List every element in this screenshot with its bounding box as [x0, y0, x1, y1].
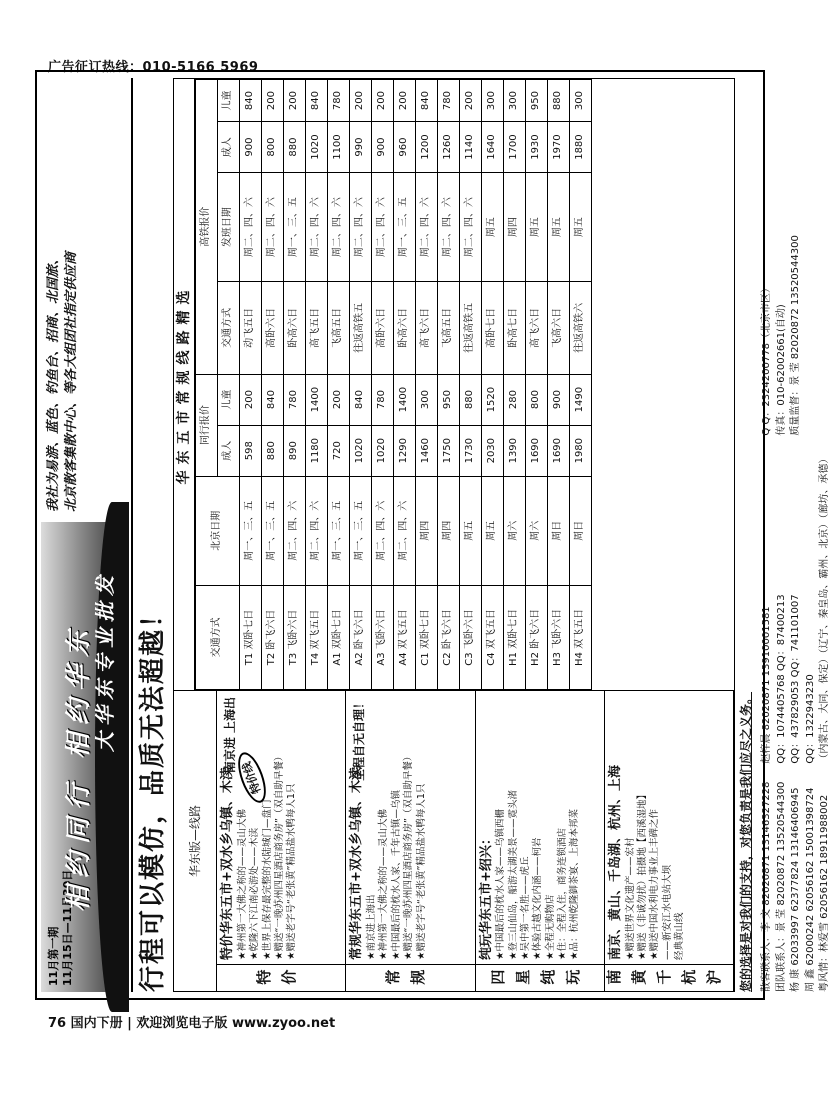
route-highlight: 全程自无自理！ [352, 697, 367, 782]
route-feature: ★登三山仙岛，船游太湖美景——霓头渚 [507, 789, 519, 960]
price-cell: 800 [526, 374, 548, 425]
price-cell: T2 卧飞六日 [262, 585, 284, 689]
price-cell: 200 [394, 80, 416, 122]
col-hs-child: 儿童 [218, 80, 240, 122]
price-cell: 高卧七日 [482, 282, 504, 374]
issue-number: 11月第一期 [47, 926, 60, 986]
price-row [460, 80, 482, 690]
route-feature: ★乾隆六下江南必游处——木渎 [249, 827, 261, 960]
price-cell: T3 飞卧六日 [284, 585, 306, 689]
price-cell: 200 [262, 80, 284, 122]
route-feature: ★神州第一大佛之称的——灵山大佛 [378, 808, 390, 960]
price-cell: T4 双飞五日 [306, 585, 328, 689]
price-cell: 周一、三、五 [350, 476, 372, 585]
price-cell: 1020 [372, 425, 394, 476]
slogan: 行程可以模仿，品质无法超越！ [137, 599, 168, 992]
route-block [346, 691, 475, 991]
price-cell: 周一、三、五 [284, 173, 306, 282]
price-cell: 1180 [306, 425, 328, 476]
price-cell: 往返高铁五 [460, 282, 482, 374]
price-cell: 1640 [482, 122, 504, 173]
promo-text [45, 82, 80, 512]
price-cell: 周四 [416, 476, 438, 585]
calligraphy-subtitle: 大华东专业批发 [93, 570, 117, 752]
price-cell: 300 [504, 80, 526, 122]
route-feature: ★赠送老字号“老张黄”精品盐水鸭每人1只 [286, 783, 298, 960]
price-cell: 1390 [504, 425, 526, 476]
page-footer: 76 国内下册 | 欢迎浏览电子版 www.zyoo.net [48, 1016, 336, 1031]
price-cell: 300 [570, 80, 592, 122]
price-cell: 1520 [482, 374, 504, 425]
route-feature: ★中国最后的枕水人家——乌镇西栅 [495, 808, 507, 960]
price-cell: 880 [460, 374, 482, 425]
price-cell: 200 [328, 374, 350, 425]
price-row [504, 80, 526, 690]
price-cell: 300 [482, 80, 504, 122]
price-cell: 周二、四、六 [372, 476, 394, 585]
price-cell: H1 双卧七日 [504, 585, 526, 689]
col-adult: 成人 [218, 425, 240, 476]
price-row [350, 80, 372, 690]
route-body [605, 691, 733, 964]
route-feature: ★全程无购物店 [544, 894, 556, 960]
scenic-banner [41, 522, 129, 992]
route-feature: ★赠送世界文化遗产——宏村 [624, 837, 636, 960]
price-cell: 周二、四、六 [460, 173, 482, 282]
price-cell: 880 [284, 122, 306, 173]
price-cell: 780 [372, 374, 394, 425]
price-cell: A3 飞卧六日 [372, 585, 394, 689]
special-price-stamp: 特价线 [233, 749, 272, 806]
col-hs-transport: 交通方式 [218, 282, 240, 374]
contact-line: 杨 康 62033997 62377824 13146406945 [790, 787, 801, 992]
price-row [328, 80, 350, 690]
price-cell: 动飞五日 [240, 282, 262, 374]
contacts-col-2 [760, 454, 833, 764]
contacts-col-1 [760, 782, 833, 992]
price-cell: 周二、四、六 [350, 173, 372, 282]
price-cell: 1260 [438, 122, 460, 173]
price-cell: 高卧六日 [262, 282, 284, 374]
issue-dates: 11月15日—11月30日 [61, 869, 75, 986]
price-cell: 周五 [482, 476, 504, 585]
route-title: 特价华东五市+双水乡乌镇、木渎 [220, 767, 235, 960]
contact-line: 粤风情：林爱雪 62056162 18911988002 [819, 794, 830, 992]
price-cell: 周日 [548, 476, 570, 585]
price-cell: 900 [548, 374, 570, 425]
price-cell: 200 [460, 80, 482, 122]
price-cell: 2030 [482, 425, 504, 476]
price-cell: 1100 [328, 122, 350, 173]
price-cell: 950 [438, 374, 460, 425]
price-cell: 周二、四、六 [240, 173, 262, 282]
price-row [526, 80, 548, 690]
price-cell: 780 [438, 80, 460, 122]
price-cell: 840 [350, 374, 372, 425]
price-cell: 780 [284, 374, 306, 425]
price-cell: 卧高六日 [284, 282, 306, 374]
contact-line: QQ：437829053 QQ：741101007 [790, 594, 801, 764]
price-cell: 840 [306, 80, 328, 122]
rotated-brochure [35, 70, 830, 1000]
price-cell: 1880 [570, 122, 592, 173]
price-cell: 卧高六日 [394, 282, 416, 374]
contact-line: 散客联系人：李 文 82020871 13146327228 [761, 781, 772, 992]
promo-line-2: 北京散客集散中心、等各大组团社指定供应商 [63, 251, 79, 512]
route-category: 四星纯玩 [476, 964, 604, 991]
route-feature: ★世界上保存最完整的水陆城门—盘门 [261, 799, 273, 960]
route-category: 特价 [217, 964, 345, 991]
price-cell: 周二、四、六 [416, 173, 438, 282]
price-table [195, 79, 592, 690]
route-category: 常规 [346, 964, 474, 991]
price-cell: 1490 [570, 374, 592, 425]
price-cell: 飞高五日 [438, 282, 460, 374]
price-cell: 飞高六日 [548, 282, 570, 374]
price-row [284, 80, 306, 690]
route-block [217, 691, 346, 991]
route-feature: ★体验古越文化内涵——柯岩 [532, 837, 544, 960]
price-cell: 1930 [526, 122, 548, 173]
price-cell: 280 [504, 374, 526, 425]
price-cell: 周二、四、六 [306, 476, 328, 585]
route-feature: ★吴中第一名胜——虎丘 [520, 856, 532, 960]
price-cell: 890 [284, 425, 306, 476]
route-list-header: 华东版—线路 [174, 691, 217, 991]
price-cell: 900 [240, 122, 262, 173]
price-cell: 200 [240, 374, 262, 425]
price-table-title: 华东五市常规线路精选 [174, 79, 195, 690]
route-feature: ★中国最后的枕水人家、千年古镇—乌镇 [390, 789, 402, 960]
price-cell: 1750 [438, 425, 460, 476]
price-row [570, 80, 592, 690]
price-row [482, 80, 504, 690]
col-child: 儿童 [218, 374, 240, 425]
price-cell: H3 飞卧六日 [548, 585, 570, 689]
col-hs-adult: 成人 [218, 122, 240, 173]
price-cell: 1020 [350, 425, 372, 476]
price-cell: 周二、四、六 [394, 476, 416, 585]
price-cell: 高飞六日 [526, 282, 548, 374]
price-cell: 周五 [482, 173, 504, 282]
price-cell: A4 双飞五日 [394, 585, 416, 689]
route-feature: ★住：全程入住，商务连锁酒店 [557, 827, 569, 960]
col-peer-price: 同行报价 [196, 374, 218, 476]
route-feature: ★赠送“一晚苏州四星酒店商务房”（双自助早餐） [273, 751, 285, 960]
route-feature: ★赠送老字号“老张黄”精品盐水鸭每人1只 [415, 783, 427, 960]
price-row [372, 80, 394, 690]
price-cell: A1 双卧七日 [328, 585, 350, 689]
price-cell: 1400 [394, 374, 416, 425]
price-cell: 840 [416, 80, 438, 122]
price-cell: 880 [548, 80, 570, 122]
price-cell: 880 [262, 425, 284, 476]
route-body [217, 691, 345, 964]
contact-line: （内蒙古、大同、保定）（辽宁、秦皇岛、霸州、北京）（廊坊、承德） [819, 453, 830, 764]
price-rows [240, 80, 592, 690]
price-row [240, 80, 262, 690]
price-cell: 990 [350, 122, 372, 173]
route-body [476, 691, 604, 964]
price-row [416, 80, 438, 690]
route-feature: ★南京进上海出 [366, 894, 378, 960]
route-block [476, 691, 605, 991]
contact-line: 赵梓晨 82020871 13910001581 [761, 606, 772, 764]
promo-line-1: 我社为易游、蓝色、钓鱼台、招商、北国旅、 [46, 251, 61, 512]
price-cell: 300 [416, 374, 438, 425]
price-cell: 周二、四、六 [328, 173, 350, 282]
price-cell: H2 卧飞六日 [526, 585, 548, 689]
col-hs-price: 高铁报价 [196, 80, 218, 375]
price-cell: 960 [394, 122, 416, 173]
contacts [760, 78, 833, 992]
price-cell: 周二、四、六 [284, 476, 306, 585]
price-cell: 1690 [526, 425, 548, 476]
price-cell: C3 飞卧六日 [460, 585, 482, 689]
price-cell: 往返高铁五 [350, 282, 372, 374]
top-band [41, 78, 133, 992]
price-cell: 周六 [504, 476, 526, 585]
route-feature: ★品：杭州乾隆御茶宴、上海本邦菜 [569, 808, 581, 960]
routes-grid [173, 78, 735, 992]
price-cell: 周五 [548, 173, 570, 282]
price-cell: 1730 [460, 425, 482, 476]
price-cell: C1 双卧七日 [416, 585, 438, 689]
price-row [548, 80, 570, 690]
route-blocks [217, 691, 734, 991]
price-cell: 1140 [460, 122, 482, 173]
price-cell: 周五 [460, 476, 482, 585]
route-feature: ★神州第一大佛之称的——灵山大佛 [236, 808, 248, 960]
contact-line: 周 鑫 62000242 62056162 15001398724 [804, 787, 816, 992]
price-cell: 1700 [504, 122, 526, 173]
price-cell: 1980 [570, 425, 592, 476]
price-cell: 200 [372, 80, 394, 122]
price-cell: 1400 [306, 374, 328, 425]
price-cell: 598 [240, 425, 262, 476]
route-list [174, 690, 734, 991]
contact-line: 团队联系人：景 莹 82020872 13520544300 [775, 781, 787, 992]
price-cell: 1020 [306, 122, 328, 173]
price-cell: 周六 [526, 476, 548, 585]
price-cell: 780 [328, 80, 350, 122]
price-cell: 1200 [416, 122, 438, 173]
contact-line: QQ：1322943230 [804, 674, 816, 764]
price-cell: 840 [240, 80, 262, 122]
col-hs-date: 发班日期 [218, 173, 240, 282]
contact-line: 传真：010-62002661(自动) [775, 304, 787, 436]
contact-line: QQ：1074405768 QQ：87400213 [775, 594, 787, 764]
price-cell: 800 [262, 122, 284, 173]
price-cell: 高飞六日 [416, 282, 438, 374]
price-cell: 720 [328, 425, 350, 476]
price-row [394, 80, 416, 690]
route-block [605, 691, 734, 991]
col-beijing-date: 北京日期 [196, 476, 240, 585]
calligraphy-title: 相约同行 相约华东 [64, 622, 94, 912]
contacts-col-3 [760, 235, 833, 435]
route-feature: 经典黄山线 [674, 912, 686, 960]
price-cell: 高卧六日 [372, 282, 394, 374]
price-cell: 飞高五日 [328, 282, 350, 374]
price-cell: 200 [350, 80, 372, 122]
contact-line: 质量监督：景 莹 82020872 13520544300 [790, 235, 801, 436]
price-cell: 周四 [504, 173, 526, 282]
price-cell: 周五 [526, 173, 548, 282]
price-row [262, 80, 284, 690]
ad-hotline: 广告征订热线：010-5166 5969 [48, 60, 259, 75]
price-cell: 周二、四、六 [262, 173, 284, 282]
price-cell: 周二、四、六 [438, 173, 460, 282]
price-cell: A2 卧飞六日 [350, 585, 372, 689]
route-title: 南京、黄山、千岛湖、杭州、上海 [607, 764, 623, 960]
price-row [438, 80, 460, 690]
price-cell: 卧高七日 [504, 282, 526, 374]
service-note: 您的选择是对我们的支持，对您负责是我们应尽之义务。 [739, 691, 753, 992]
price-cell: 周一、三、五 [262, 476, 284, 585]
price-cell: 高飞五日 [306, 282, 328, 374]
price-cell: 周五 [570, 173, 592, 282]
route-feature: ★赠送中国水利电力事业上丰碑之作 [649, 808, 661, 960]
route-category: 南黄千杭沪 [605, 964, 733, 991]
route-feature: ——新安江水电站大坝 [661, 864, 673, 960]
price-cell: 周二、四、六 [306, 173, 328, 282]
price-cell: 周日 [570, 476, 592, 585]
contact-line: Q Q：2324200778（北京市区） [761, 283, 772, 436]
price-cell: 周一、三、五 [328, 476, 350, 585]
price-cell: C4 双飞五日 [482, 585, 504, 689]
price-cell: 1290 [394, 425, 416, 476]
price-cell: C2 卧飞六日 [438, 585, 460, 689]
price-cell: 950 [526, 80, 548, 122]
price-cell: 往返高铁六 [570, 282, 592, 374]
price-cell: 900 [372, 122, 394, 173]
price-cell: T1 双卧七日 [240, 585, 262, 689]
price-cell: 1460 [416, 425, 438, 476]
price-cell: 周二、四、六 [372, 173, 394, 282]
col-transport: 交通方式 [196, 585, 240, 689]
price-cell: 1690 [548, 425, 570, 476]
price-cell: 周一、三、五 [240, 476, 262, 585]
price-cell: 周四 [438, 476, 460, 585]
route-title: 常规华东五市+双水乡乌镇、木渎 [349, 767, 365, 960]
route-title: 纯玩华东五市+绍兴： [478, 832, 494, 960]
price-cell: H4 双飞五日 [570, 585, 592, 689]
route-highlight: 南京进 上海出 [223, 697, 237, 774]
price-row [306, 80, 328, 690]
price-cell: 周一、三、五 [394, 173, 416, 282]
route-feature: ★赠送“一晚苏州四星酒店商务房”（双自助早餐） [403, 751, 415, 960]
price-cell: 200 [284, 80, 306, 122]
price-table-panel [174, 79, 734, 690]
price-cell: 1970 [548, 122, 570, 173]
route-body [346, 691, 474, 964]
price-cell: 840 [262, 374, 284, 425]
route-feature: ★赠送（非诚勿扰）拍摄地【西溪湿地】 [636, 789, 648, 960]
